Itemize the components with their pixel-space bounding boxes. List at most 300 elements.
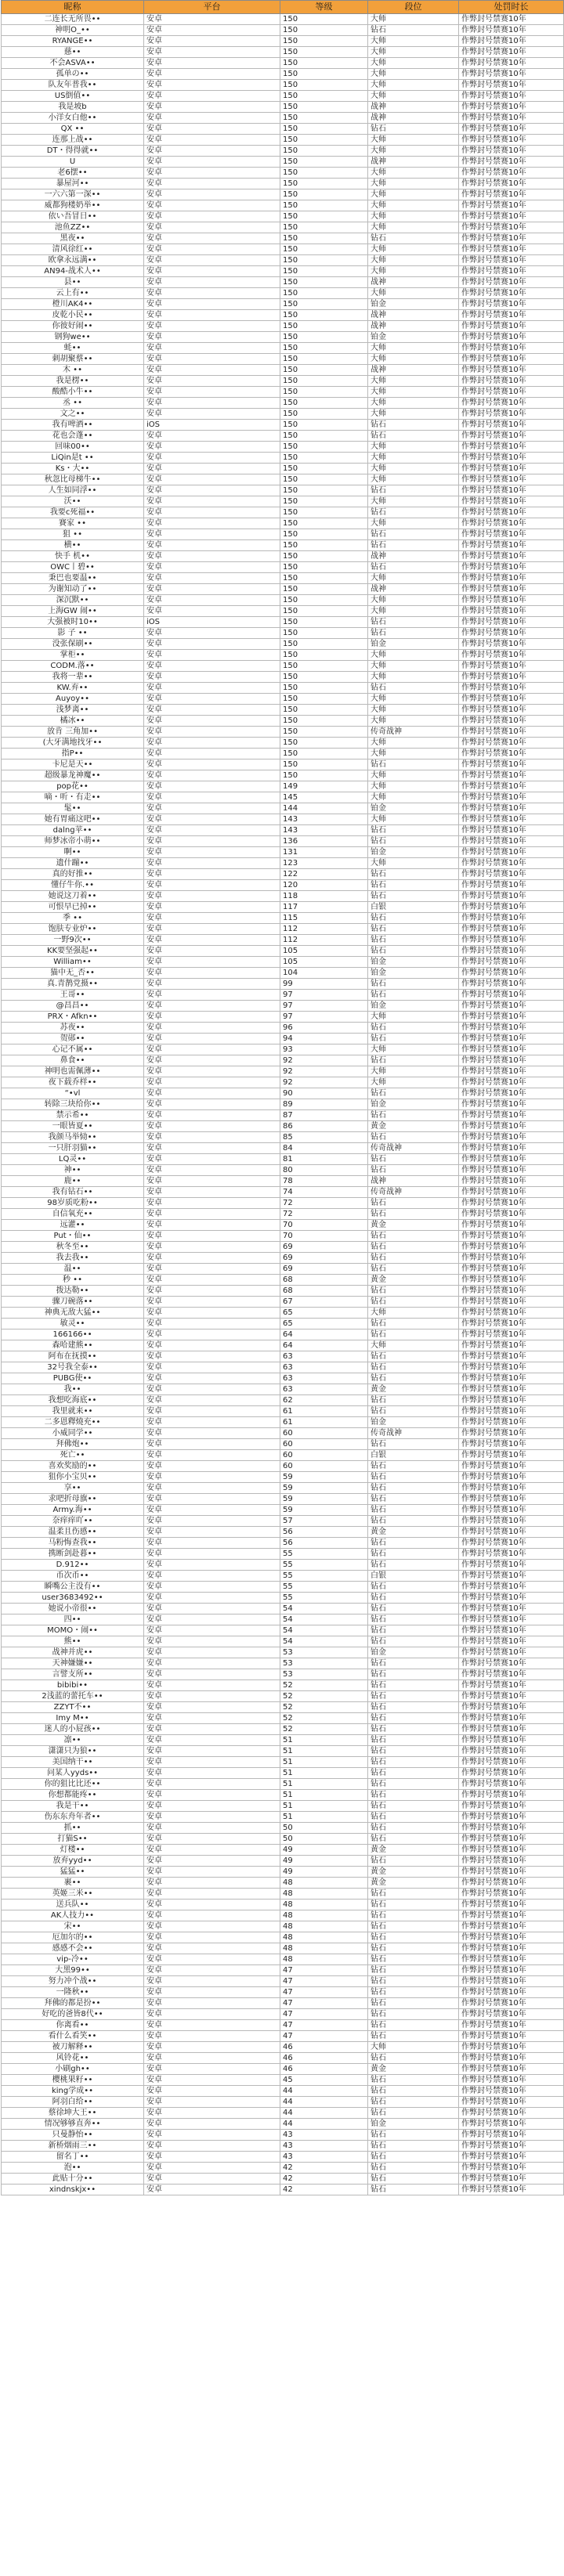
cell-penalty: 作弊封号禁赛10年 xyxy=(459,146,564,157)
cell-level: 56 xyxy=(280,1527,368,1538)
cell-name: 狙 •• xyxy=(2,529,144,540)
cell-level: 97 xyxy=(280,1001,368,1012)
cell-name: 慈•• xyxy=(2,47,144,58)
cell-penalty: 作弊封号禁赛10年 xyxy=(459,343,564,354)
cell-name: 小刷gh•• xyxy=(2,2064,144,2075)
cell-penalty: 作弊封号禁赛10年 xyxy=(459,2097,564,2108)
cell-penalty: 作弊封号禁赛10年 xyxy=(459,1571,564,1582)
cell-platform: 安卓 xyxy=(144,1110,280,1121)
cell-level: 150 xyxy=(280,562,368,573)
cell-rank: 传奇战神 xyxy=(368,727,459,738)
cell-rank: 钻石 xyxy=(368,1735,459,1746)
cell-penalty: 作弊封号禁赛10年 xyxy=(459,157,564,168)
table-row xyxy=(2,562,564,573)
cell-level: 48 xyxy=(280,1900,368,1910)
cell-platform: 安卓 xyxy=(144,551,280,562)
cell-level: 49 xyxy=(280,1867,368,1878)
cell-platform: 安卓 xyxy=(144,1845,280,1856)
cell-penalty: 作弊封号禁赛10年 xyxy=(459,1889,564,1900)
cell-rank: 大师 xyxy=(368,749,459,759)
table-row xyxy=(2,266,564,277)
cell-platform: 安卓 xyxy=(144,1066,280,1077)
cell-name: 敏灵•• xyxy=(2,1319,144,1329)
cell-name: 王哥•• xyxy=(2,990,144,1001)
cell-level: 61 xyxy=(280,1417,368,1428)
table-row xyxy=(2,2097,564,2108)
cell-platform: 安卓 xyxy=(144,1187,280,1198)
cell-name: 孤单の•• xyxy=(2,69,144,80)
table-row xyxy=(2,1187,564,1198)
header-rank: 段位 xyxy=(368,1,459,14)
cell-rank: 钻石 xyxy=(368,2097,459,2108)
cell-name: 阿布在抚摸•• xyxy=(2,1351,144,1362)
cell-rank: 大师 xyxy=(368,781,459,792)
table-row xyxy=(2,2108,564,2119)
table-row xyxy=(2,847,564,858)
cell-level: 59 xyxy=(280,1505,368,1516)
cell-level: 43 xyxy=(280,2152,368,2163)
cell-rank: 黄金 xyxy=(368,1867,459,1878)
table-row xyxy=(2,321,564,332)
cell-penalty: 作弊封号禁赛10年 xyxy=(459,913,564,924)
cell-rank: 钻石 xyxy=(368,880,459,891)
cell-rank: 大师 xyxy=(368,474,459,485)
cell-level: 51 xyxy=(280,1779,368,1790)
cell-level: 150 xyxy=(280,672,368,683)
cell-name: PUBG使•• xyxy=(2,1373,144,1384)
cell-platform: 安卓 xyxy=(144,1428,280,1439)
cell-platform: 安卓 xyxy=(144,255,280,266)
cell-name: 为谢知动了•• xyxy=(2,584,144,595)
cell-penalty: 作弊封号禁赛10年 xyxy=(459,1713,564,1724)
cell-penalty: 作弊封号禁赛10年 xyxy=(459,69,564,80)
cell-penalty: 作弊封号禁赛10年 xyxy=(459,1308,564,1319)
cell-name: 横•• xyxy=(2,540,144,551)
cell-platform: iOS xyxy=(144,617,280,628)
cell-rank: 钻石 xyxy=(368,1724,459,1735)
table-row xyxy=(2,332,564,343)
cell-penalty: 作弊封号禁赛10年 xyxy=(459,1362,564,1373)
cell-level: 56 xyxy=(280,1538,368,1549)
cell-platform: 安卓 xyxy=(144,1889,280,1900)
table-row xyxy=(2,1198,564,1209)
cell-rank: 钻石 xyxy=(368,1823,459,1834)
cell-penalty: 作弊封号禁赛10年 xyxy=(459,189,564,200)
cell-penalty: 作弊封号禁赛10年 xyxy=(459,2108,564,2119)
cell-rank: 钻石 xyxy=(368,1110,459,1121)
cell-rank: 钻石 xyxy=(368,1593,459,1604)
cell-name: 求吧折母旗•• xyxy=(2,1494,144,1505)
cell-penalty: 作弊封号禁赛10年 xyxy=(459,310,564,321)
table-row xyxy=(2,255,564,266)
cell-level: 50 xyxy=(280,1834,368,1845)
cell-name: 池鱼ZZ•• xyxy=(2,222,144,233)
cell-rank: 钻石 xyxy=(368,836,459,847)
table-row xyxy=(2,1538,564,1549)
cell-penalty: 作弊封号禁赛10年 xyxy=(459,2174,564,2185)
cell-rank: 钻石 xyxy=(368,1954,459,1965)
cell-level: 115 xyxy=(280,913,368,924)
cell-platform: 安卓 xyxy=(144,343,280,354)
cell-platform: 安卓 xyxy=(144,47,280,58)
cell-penalty: 作弊封号禁赛10年 xyxy=(459,1198,564,1209)
cell-name: 指P•• xyxy=(2,749,144,759)
cell-level: 145 xyxy=(280,792,368,803)
cell-rank: 大师 xyxy=(368,58,459,69)
cell-level: 96 xyxy=(280,1023,368,1034)
cell-penalty: 作弊封号禁赛10年 xyxy=(459,222,564,233)
cell-name: 你彼好闹•• xyxy=(2,321,144,332)
cell-rank: 大师 xyxy=(368,69,459,80)
cell-penalty: 作弊封号禁赛10年 xyxy=(459,1779,564,1790)
cell-platform: 安卓 xyxy=(144,573,280,584)
cell-name: 一六六第一深•• xyxy=(2,189,144,200)
table-row xyxy=(2,1450,564,1461)
table-row xyxy=(2,880,564,891)
cell-rank: 战神 xyxy=(368,551,459,562)
cell-platform: 安卓 xyxy=(144,1921,280,1932)
table-row xyxy=(2,1998,564,2009)
cell-penalty: 作弊封号禁赛10年 xyxy=(459,584,564,595)
cell-level: 51 xyxy=(280,1812,368,1823)
cell-name: 狙你小宝贝•• xyxy=(2,1472,144,1483)
cell-platform: 安卓 xyxy=(144,1012,280,1023)
table-row xyxy=(2,979,564,990)
cell-penalty: 作弊封号禁赛10年 xyxy=(459,365,564,376)
table-row xyxy=(2,288,564,299)
cell-rank: 大师 xyxy=(368,354,459,365)
cell-level: 61 xyxy=(280,1406,368,1417)
cell-level: 44 xyxy=(280,2097,368,2108)
table-row xyxy=(2,2086,564,2097)
cell-penalty: 作弊封号禁赛10年 xyxy=(459,1582,564,1593)
cell-name: 文之•• xyxy=(2,409,144,420)
cell-penalty: 作弊封号禁赛10年 xyxy=(459,1505,564,1516)
cell-platform: 安卓 xyxy=(144,880,280,891)
cell-penalty: 作弊封号禁赛10年 xyxy=(459,200,564,211)
cell-level: 51 xyxy=(280,1790,368,1801)
cell-platform: 安卓 xyxy=(144,639,280,650)
table-row xyxy=(2,496,564,507)
table-row xyxy=(2,1362,564,1373)
cell-rank: 钻石 xyxy=(368,979,459,990)
cell-rank: 大师 xyxy=(368,606,459,617)
table-row xyxy=(2,343,564,354)
cell-level: 120 xyxy=(280,880,368,891)
cell-penalty: 作弊封号禁赛10年 xyxy=(459,2053,564,2064)
table-row xyxy=(2,792,564,803)
cell-rank: 钻石 xyxy=(368,1768,459,1779)
cell-name: 新桥烟雨三•• xyxy=(2,2141,144,2152)
table-row xyxy=(2,1165,564,1176)
cell-penalty: 作弊封号禁赛10年 xyxy=(459,1176,564,1187)
table-row xyxy=(2,453,564,464)
table-row xyxy=(2,902,564,913)
table-row xyxy=(2,1691,564,1702)
cell-name: 蚝•• xyxy=(2,343,144,354)
cell-level: 150 xyxy=(280,200,368,211)
cell-rank: 钻石 xyxy=(368,2152,459,2163)
cell-penalty: 作弊封号禁赛10年 xyxy=(459,1625,564,1636)
table-row xyxy=(2,1001,564,1012)
cell-name: 蔡徐坤大王•• xyxy=(2,2108,144,2119)
table-row xyxy=(2,891,564,902)
cell-penalty: 作弊封号禁赛10年 xyxy=(459,25,564,36)
cell-penalty: 作弊封号禁赛10年 xyxy=(459,1319,564,1329)
cell-platform: 安卓 xyxy=(144,1943,280,1954)
cell-platform: 安卓 xyxy=(144,442,280,453)
cell-level: 63 xyxy=(280,1373,368,1384)
table-row xyxy=(2,518,564,529)
cell-name: 师梦冰帝小萌•• xyxy=(2,836,144,847)
cell-penalty: 作弊封号禁赛10年 xyxy=(459,1790,564,1801)
cell-platform: 安卓 xyxy=(144,825,280,836)
cell-rank: 钻石 xyxy=(368,617,459,628)
table-row xyxy=(2,146,564,157)
cell-platform: 安卓 xyxy=(144,431,280,442)
cell-name: 她说这刀着•• xyxy=(2,891,144,902)
cell-platform: 安卓 xyxy=(144,1658,280,1669)
cell-rank: 大师 xyxy=(368,36,459,47)
table-row xyxy=(2,935,564,946)
cell-penalty: 作弊封号禁赛10年 xyxy=(459,354,564,365)
cell-penalty: 作弊封号禁赛10年 xyxy=(459,244,564,255)
cell-platform: 安卓 xyxy=(144,1571,280,1582)
cell-rank: 钻石 xyxy=(368,1921,459,1932)
cell-level: 150 xyxy=(280,321,368,332)
cell-rank: 传奇战神 xyxy=(368,1143,459,1154)
cell-rank: 黄金 xyxy=(368,1878,459,1889)
cell-rank: 铂金 xyxy=(368,2119,459,2130)
cell-name: US倒值•• xyxy=(2,91,144,102)
cell-rank: 钻石 xyxy=(368,1965,459,1976)
cell-name: 我将一辈•• xyxy=(2,672,144,683)
table-row xyxy=(2,2009,564,2020)
cell-platform: 安卓 xyxy=(144,485,280,496)
cell-level: 69 xyxy=(280,1242,368,1253)
table-row xyxy=(2,759,564,770)
cell-rank: 钻石 xyxy=(368,1669,459,1680)
cell-name: 一野9次•• xyxy=(2,935,144,946)
cell-name: 远灌•• xyxy=(2,1220,144,1231)
cell-name: CODM.落•• xyxy=(2,661,144,672)
cell-platform: 安卓 xyxy=(144,1702,280,1713)
cell-rank: 钻石 xyxy=(368,431,459,442)
cell-rank: 大师 xyxy=(368,518,459,529)
cell-level: 51 xyxy=(280,1768,368,1779)
table-row xyxy=(2,135,564,146)
cell-rank: 钻石 xyxy=(368,1253,459,1264)
cell-level: 48 xyxy=(280,1889,368,1900)
cell-name: 一隆秋•• xyxy=(2,1987,144,1998)
cell-platform: 安卓 xyxy=(144,277,280,288)
cell-name: AN94-战术人•• xyxy=(2,266,144,277)
cell-penalty: 作弊封号禁赛10年 xyxy=(459,2086,564,2097)
cell-platform: 安卓 xyxy=(144,310,280,321)
cell-level: 123 xyxy=(280,858,368,869)
table-row xyxy=(2,1516,564,1527)
cell-rank: 钻石 xyxy=(368,124,459,135)
cell-name: 苏夜•• xyxy=(2,1023,144,1034)
table-row xyxy=(2,354,564,365)
cell-penalty: 作弊封号禁赛10年 xyxy=(459,924,564,935)
table-row xyxy=(2,1121,564,1132)
cell-platform: 安卓 xyxy=(144,2064,280,2075)
cell-penalty: 作弊封号禁赛10年 xyxy=(459,2020,564,2031)
cell-platform: 安卓 xyxy=(144,507,280,518)
cell-platform: 安卓 xyxy=(144,1801,280,1812)
cell-name: 打猫S•• xyxy=(2,1834,144,1845)
cell-platform: 安卓 xyxy=(144,91,280,102)
table-row xyxy=(2,1768,564,1779)
cell-name: 98岁质吃粉•• xyxy=(2,1198,144,1209)
cell-platform: 安卓 xyxy=(144,979,280,990)
cell-rank: 钻石 xyxy=(368,869,459,880)
cell-name: 拨达勒•• xyxy=(2,1286,144,1297)
cell-penalty: 作弊封号禁赛10年 xyxy=(459,2075,564,2086)
table-row xyxy=(2,1012,564,1023)
cell-level: 60 xyxy=(280,1461,368,1472)
cell-rank: 钻石 xyxy=(368,1088,459,1099)
cell-platform: 安卓 xyxy=(144,1417,280,1428)
table-row xyxy=(2,1472,564,1483)
cell-rank: 钻石 xyxy=(368,913,459,924)
cell-rank: 白银 xyxy=(368,1571,459,1582)
cell-rank: 钻石 xyxy=(368,233,459,244)
table-row xyxy=(2,781,564,792)
cell-rank: 钻石 xyxy=(368,1856,459,1867)
cell-penalty: 作弊封号禁赛10年 xyxy=(459,255,564,266)
table-row xyxy=(2,1571,564,1582)
table-row xyxy=(2,1889,564,1900)
cell-platform: 安卓 xyxy=(144,2086,280,2097)
cell-platform: 安卓 xyxy=(144,968,280,979)
cell-platform: 安卓 xyxy=(144,1373,280,1384)
cell-name: 英姬三米•• xyxy=(2,1889,144,1900)
cell-level: 150 xyxy=(280,376,368,387)
cell-level: 55 xyxy=(280,1571,368,1582)
table-row xyxy=(2,1954,564,1965)
table-row xyxy=(2,858,564,869)
cell-penalty: 作弊封号禁赛10年 xyxy=(459,211,564,222)
table-row xyxy=(2,1253,564,1264)
cell-penalty: 作弊封号禁赛10年 xyxy=(459,2119,564,2130)
cell-platform: 安卓 xyxy=(144,1735,280,1746)
cell-level: 150 xyxy=(280,584,368,595)
cell-name: OWC丨碧•• xyxy=(2,562,144,573)
cell-rank: 钻石 xyxy=(368,1910,459,1921)
table-row xyxy=(2,595,564,606)
cell-name: 她说小帝很•• xyxy=(2,1604,144,1615)
cell-rank: 钻石 xyxy=(368,2075,459,2086)
cell-penalty: 作弊封号禁赛10年 xyxy=(459,1680,564,1691)
cell-rank: 钻石 xyxy=(368,1264,459,1275)
cell-level: 150 xyxy=(280,354,368,365)
cell-rank: 大师 xyxy=(368,244,459,255)
table-row xyxy=(2,803,564,814)
table-row xyxy=(2,1582,564,1593)
cell-rank: 钻石 xyxy=(368,1889,459,1900)
cell-rank: 大师 xyxy=(368,376,459,387)
cell-level: 42 xyxy=(280,2174,368,2185)
cell-penalty: 作弊封号禁赛10年 xyxy=(459,2031,564,2042)
cell-penalty: 作弊封号禁赛10年 xyxy=(459,946,564,957)
cell-penalty: 作弊封号禁赛10年 xyxy=(459,1286,564,1297)
cell-name: KK要坚强起•• xyxy=(2,946,144,957)
cell-name: LQ灵•• xyxy=(2,1154,144,1165)
cell-rank: 铂金 xyxy=(368,1099,459,1110)
cell-name: Ks・大•• xyxy=(2,464,144,474)
cell-penalty: 作弊封号禁赛10年 xyxy=(459,1121,564,1132)
cell-platform: 安卓 xyxy=(144,803,280,814)
cell-penalty: 作弊封号禁赛10年 xyxy=(459,179,564,189)
table-row xyxy=(2,431,564,442)
cell-name: 云上有•• xyxy=(2,288,144,299)
cell-name: pop花•• xyxy=(2,781,144,792)
table-row xyxy=(2,661,564,672)
table-row xyxy=(2,705,564,716)
cell-name: 灯楼•• xyxy=(2,1845,144,1856)
cell-platform: 安卓 xyxy=(144,244,280,255)
cell-platform: 安卓 xyxy=(144,387,280,398)
cell-rank: 大师 xyxy=(368,168,459,179)
cell-penalty: 作弊封号禁赛10年 xyxy=(459,474,564,485)
cell-platform: 安卓 xyxy=(144,1001,280,1012)
cell-penalty: 作弊封号禁赛10年 xyxy=(459,1220,564,1231)
cell-platform: 安卓 xyxy=(144,628,280,639)
table-row xyxy=(2,584,564,595)
cell-platform: 安卓 xyxy=(144,792,280,803)
table-row xyxy=(2,485,564,496)
table-row xyxy=(2,1461,564,1472)
cell-level: 150 xyxy=(280,727,368,738)
cell-platform: 安卓 xyxy=(144,1242,280,1253)
cell-level: 47 xyxy=(280,1987,368,1998)
table-row xyxy=(2,1878,564,1889)
cell-penalty: 作弊封号禁赛10年 xyxy=(459,2163,564,2174)
cell-name: 影 子 •• xyxy=(2,628,144,639)
cell-name: William•• xyxy=(2,957,144,968)
cell-level: 53 xyxy=(280,1669,368,1680)
cell-rank: 钻石 xyxy=(368,1636,459,1647)
cell-penalty: 作弊封号禁赛10年 xyxy=(459,1012,564,1023)
cell-penalty: 作弊封号禁赛10年 xyxy=(459,1209,564,1220)
table-row xyxy=(2,1099,564,1110)
cell-level: 65 xyxy=(280,1319,368,1329)
cell-penalty: 作弊封号禁赛10年 xyxy=(459,1439,564,1450)
cell-penalty: 作弊封号禁赛10年 xyxy=(459,453,564,464)
cell-platform: 安卓 xyxy=(144,14,280,25)
cell-penalty: 作弊封号禁赛10年 xyxy=(459,1954,564,1965)
cell-penalty: 作弊封号禁赛10年 xyxy=(459,847,564,858)
cell-level: 150 xyxy=(280,69,368,80)
cell-rank: 大师 xyxy=(368,91,459,102)
cell-level: 48 xyxy=(280,1878,368,1889)
cell-name: dalng苹•• xyxy=(2,825,144,836)
cell-penalty: 作弊封号禁赛10年 xyxy=(459,979,564,990)
cell-name: 禁示希•• xyxy=(2,1110,144,1121)
cell-level: 150 xyxy=(280,683,368,694)
cell-rank: 钻石 xyxy=(368,1746,459,1757)
cell-penalty: 作弊封号禁赛10年 xyxy=(459,1615,564,1625)
cell-level: 150 xyxy=(280,496,368,507)
cell-penalty: 作弊封号禁赛10年 xyxy=(459,803,564,814)
cell-platform: 安卓 xyxy=(144,1143,280,1154)
cell-rank: 大师 xyxy=(368,343,459,354)
cell-rank: 大师 xyxy=(368,47,459,58)
cell-level: 122 xyxy=(280,869,368,880)
cell-penalty: 作弊封号禁赛10年 xyxy=(459,759,564,770)
